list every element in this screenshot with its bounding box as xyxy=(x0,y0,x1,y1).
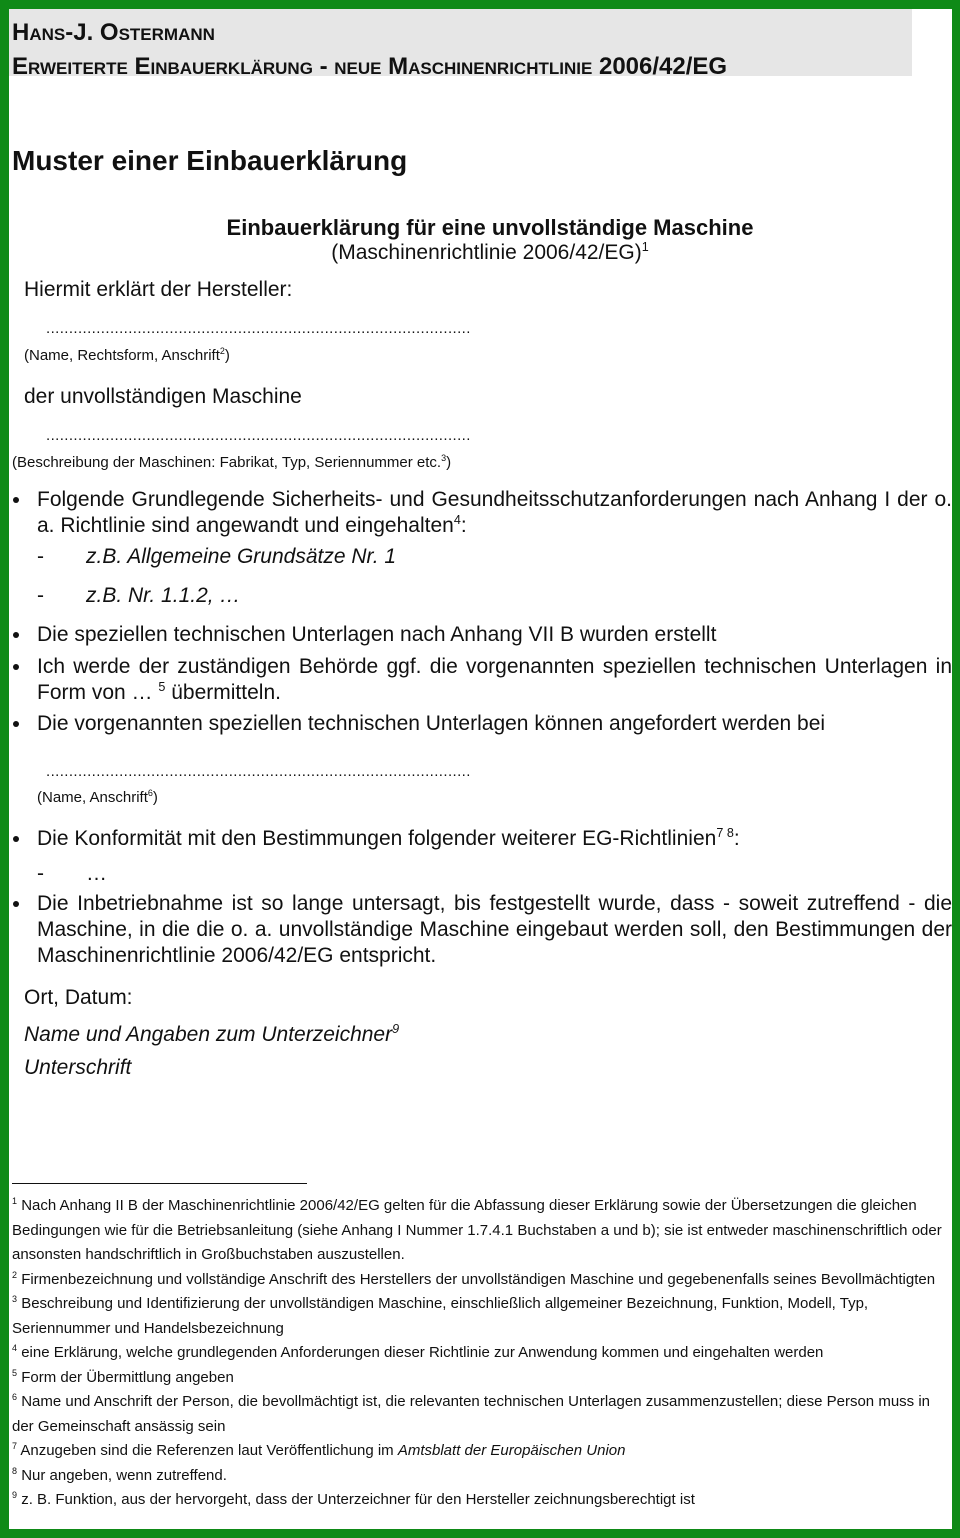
footnote-7: $^7$ Anzugeben sind die Referenzen laut Veröffentlichung im Amtsblatt der Europäischen Union xyxy=(12,1441,626,1459)
machine-intro: der unvollständigen Maschine xyxy=(24,385,302,408)
dash-item-1: z.B. Allgemeine Grundsätze Nr. 1 xyxy=(86,545,397,568)
footnotes xyxy=(12,1194,952,1513)
declaration-subtitle: (Maschinenrichtlinie 2006/42/EG)$^1$ xyxy=(331,240,649,264)
footnote-8: $^8$ Nur angeben, wenn zutreffend. xyxy=(12,1465,227,1484)
dash-marker: - xyxy=(37,584,44,607)
footnote-ref: 2 xyxy=(219,346,225,356)
footnote-ref: 5 xyxy=(158,680,166,694)
footnote-ref: 6 xyxy=(147,788,153,798)
bullet-request: Die vorgenannten speziellen technischen Unterlagen können angefordert werden bei xyxy=(37,711,952,737)
bullet-requirements: Folgende Grundlegende Sicherheits- und Gesundheitsschutzanforderungen nach Anhang I der o. a. Richtlinie sind angewandt und eingehalten$^4$: xyxy=(37,488,952,537)
signature-label: Unterschrift xyxy=(24,1056,132,1079)
dash-item-2: z.B. Nr. 1.1.2, … xyxy=(86,584,241,607)
declaration-title: Einbauerklärung für eine unvollständige Maschine xyxy=(226,215,754,240)
intro-text: Hiermit erklärt der Hersteller: xyxy=(24,278,293,301)
footnote-4: $^4$ eine Erklärung, welche grundlegenden Anforderungen dieser Richtlinie zur Anwendung kommen und eingehalten werden xyxy=(12,1343,824,1361)
contact-label: (Name, Anschrift$^6$) xyxy=(37,788,158,806)
bullet-documents-created: Die speziellen technischen Unterlagen nach Anhang VII B wurden erstellt xyxy=(37,622,952,648)
footnote-divider xyxy=(12,1183,307,1184)
manufacturer-label: (Name, Rechtsform, Anschrift$^2$) xyxy=(24,346,230,364)
footnote-ref: 9 xyxy=(392,1022,400,1036)
footnote-1: $^1$ Nach Anhang II B der Maschinenrichtlinie 2006/42/EG gelten für die Abfassung dieser Erklärung sowie der Übersetzungen die gleichen Bedingungen wie für die Betriebsanleitung (siehe Anhang I Nummer 1.7.4.1 Buchstaben a und b); sie ist entweder maschinenschriftlich oder ansonsten handschriftlich in Großbuchstaben auszustellen. xyxy=(12,1196,942,1263)
footnote-2: $^2$ Firmenbezeichnung und vollständige Anschrift des Herstellers der unvollständigen Maschine und gegebenenfalls seines Bevollmächtigten xyxy=(12,1269,936,1288)
document-header xyxy=(9,9,912,80)
place-date: Ort, Datum: xyxy=(24,986,133,1009)
bullet-transmission: Ich werde der zuständigen Behörde ggf. die vorgenannten speziellen technischen Unterlagen in Form von … $^5$ übermitteln. xyxy=(37,655,952,704)
dash-marker: - xyxy=(37,862,44,885)
dotted-line: ............................................................................................. xyxy=(46,763,471,780)
footnote-3: $^3$ Beschreibung und Identifizierung der unvollständigen Maschine, einschließlich allgemeiner Bezeichnung, Funktion, Modell, Typ, Seriennummer und Handelsbezeichnung xyxy=(12,1294,869,1337)
page-title: Muster einer Einbauerklärung xyxy=(12,145,408,176)
footnote-5: $^5$ Form der Übermittlung angeben xyxy=(12,1367,234,1386)
dotted-line: ............................................................................................. xyxy=(46,320,471,337)
header-author: Hans-J. Ostermann xyxy=(12,19,215,46)
footnote-9: $^9$ z. B. Funktion, aus der hervorgeht, dass der Unterzeichner für den Hersteller zeichnungsberechtigt ist xyxy=(12,1490,695,1508)
header-subtitle: Erweiterte Einbauerklärung - neue Maschinenrichtlinie 2006/42/EG xyxy=(12,53,728,80)
dash-item-3: … xyxy=(86,862,107,885)
footnote-ref: 1 xyxy=(641,240,649,254)
footnote-ref: 4 xyxy=(453,513,461,527)
footnote-6: $^6$ Name und Anschrift der Person, die bevollmächtigt ist, die relevanten technischen Unterlagen zusammenzustellen; diese Person muss in der Gemeinschaft ansässig sein xyxy=(12,1392,930,1435)
footnote-ref: 7 8 xyxy=(716,826,734,840)
signer-info: Name und Angaben zum Unterzeichner$^9$ xyxy=(24,1022,400,1046)
dotted-line: ............................................................................................. xyxy=(46,427,471,444)
dash-marker: - xyxy=(37,545,44,568)
bullet-commissioning: Die Inbetriebnahme ist so lange untersagt, bis festgestellt wurde, dass - soweit zutreffend - die Maschine, in die die o. a. unvollständige Maschine eingebaut werden soll, den Bestimmungen der Maschinenrichtlinie 2006/42/EG entspricht. xyxy=(37,892,952,967)
bullet-conformity: Die Konformität mit den Bestimmungen folgender weiterer EG-Richtlinien$^{7 8}$: xyxy=(37,826,952,852)
footnote-ref: 3 xyxy=(441,453,447,463)
machine-label: (Beschreibung der Maschinen: Fabrikat, Typ, Seriennummer etc.$^3$) xyxy=(12,453,452,471)
